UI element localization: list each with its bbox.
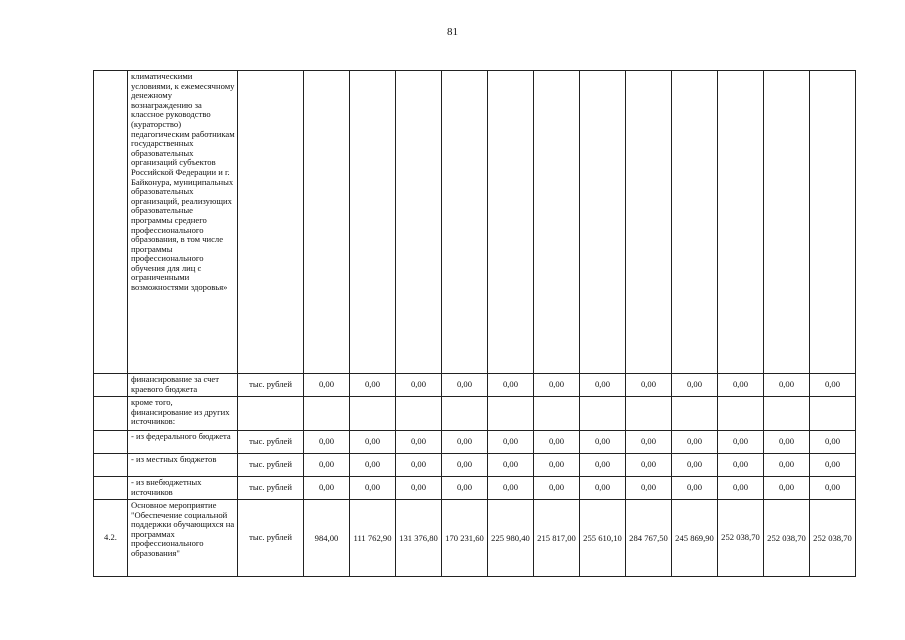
unit-cell: тыс. рублей [238, 477, 304, 500]
value-cell: 0,00 [442, 477, 488, 500]
value-cell: 245 869,90 [672, 500, 718, 577]
unit-cell: тыс. рублей [238, 431, 304, 454]
value-cell: 0,00 [764, 431, 810, 454]
value-cell: 0,00 [718, 374, 764, 397]
value-cell: 0,00 [442, 431, 488, 454]
row-description-cell: - из федерального бюджета [128, 431, 238, 454]
row-description-cell: - из внебюджетных источников [128, 477, 238, 500]
row-number-cell [94, 71, 128, 374]
value-cell [718, 397, 764, 431]
table-row [94, 374, 856, 397]
value-cell: 0,00 [442, 454, 488, 477]
unit-cell [238, 71, 304, 374]
value-cell [488, 397, 534, 431]
value-cell [304, 397, 350, 431]
value-cell: 0,00 [672, 431, 718, 454]
row-number-cell [94, 374, 128, 397]
table-row [94, 500, 856, 577]
value-cell: 0,00 [488, 374, 534, 397]
row-number-cell: 4.2. [94, 500, 128, 577]
row-description-cell: климатическими условиями, к ежемесячному денежному вознаграждению за классное руководство (кураторство) педагогическим работникам государственных образовательных организаций субъектов Российской Федерации и г. Байконура, муниципальных образовательных организаций, реализующих образовательные программы среднего профессионального образования, в том числе программы профессионального обучения для лиц с ограниченными возможностями здоровья» [128, 71, 238, 374]
value-cell: 0,00 [580, 477, 626, 500]
unit-cell: тыс. рублей [238, 374, 304, 397]
value-cell: 0,00 [626, 477, 672, 500]
value-cell: 0,00 [534, 477, 580, 500]
value-cell: 0,00 [764, 374, 810, 397]
value-cell: 0,00 [626, 374, 672, 397]
value-cell: 0,00 [534, 431, 580, 454]
value-cell: 170 231,60 [442, 500, 488, 577]
value-cell [396, 71, 442, 374]
value-cell: 0,00 [626, 454, 672, 477]
table-row [94, 397, 856, 431]
value-cell: 131 376,80 [396, 500, 442, 577]
value-cell [442, 71, 488, 374]
value-cell [442, 397, 488, 431]
value-cell [350, 397, 396, 431]
value-cell: 0,00 [672, 477, 718, 500]
value-cell: 0,00 [718, 431, 764, 454]
value-cell [718, 71, 764, 374]
unit-cell: тыс. рублей [238, 454, 304, 477]
value-cell [350, 71, 396, 374]
unit-cell [238, 397, 304, 431]
value-cell: 0,00 [580, 374, 626, 397]
value-cell: 0,00 [442, 374, 488, 397]
value-cell: 0,00 [350, 431, 396, 454]
value-cell: 284 767,50 [626, 500, 672, 577]
row-description-cell: - из местных бюджетов [128, 454, 238, 477]
value-cell: 225 980,40 [488, 500, 534, 577]
value-cell: 0,00 [396, 477, 442, 500]
value-cell: 0,00 [396, 454, 442, 477]
value-cell [672, 71, 718, 374]
row-number-cell [94, 431, 128, 454]
value-cell [580, 71, 626, 374]
value-cell [764, 71, 810, 374]
value-cell: 255 610,10 [580, 500, 626, 577]
value-cell [810, 397, 856, 431]
value-cell: 0,00 [350, 374, 396, 397]
value-cell: 0,00 [764, 454, 810, 477]
value-cell: 984,00 [304, 500, 350, 577]
value-cell [672, 397, 718, 431]
value-cell: 0,00 [488, 454, 534, 477]
value-cell: 0,00 [810, 374, 856, 397]
value-cell: 0,00 [534, 374, 580, 397]
value-cell: 0,00 [718, 454, 764, 477]
value-cell: 0,00 [350, 477, 396, 500]
value-cell [626, 397, 672, 431]
value-cell: 0,00 [304, 477, 350, 500]
value-cell: 252 038,70 [810, 500, 856, 577]
value-cell: 0,00 [396, 374, 442, 397]
value-cell: 111 762,90 [350, 500, 396, 577]
value-cell: 0,00 [304, 374, 350, 397]
row-description-cell: финансирование за счет краевого бюджета [128, 374, 238, 397]
table-row [94, 454, 856, 477]
value-cell: 0,00 [350, 454, 396, 477]
row-number-cell [94, 397, 128, 431]
value-cell [534, 397, 580, 431]
table-row [94, 431, 856, 454]
value-cell [534, 71, 580, 374]
value-cell: 0,00 [764, 477, 810, 500]
unit-cell: тыс. рублей [238, 500, 304, 577]
value-cell: 0,00 [304, 454, 350, 477]
value-cell [304, 71, 350, 374]
value-cell: 0,00 [672, 374, 718, 397]
row-description-cell: кроме того, финансирование из других источников: [128, 397, 238, 431]
value-cell [764, 397, 810, 431]
value-cell [580, 397, 626, 431]
value-cell: 215 817,00 [534, 500, 580, 577]
value-cell: 0,00 [672, 454, 718, 477]
value-cell: 0,00 [626, 431, 672, 454]
row-number-cell [94, 477, 128, 500]
page-number: 81 [447, 26, 458, 38]
budget-table [93, 70, 856, 577]
value-cell: 0,00 [810, 454, 856, 477]
value-cell: 0,00 [718, 477, 764, 500]
value-cell [810, 71, 856, 374]
table-row [94, 71, 856, 374]
value-cell: 0,00 [488, 477, 534, 500]
value-cell: 0,00 [580, 431, 626, 454]
value-cell: 252 038,70 [764, 500, 810, 577]
table-row [94, 477, 856, 500]
value-cell: 0,00 [396, 431, 442, 454]
value-cell [488, 71, 534, 374]
row-description-cell: Основное мероприятие "Обеспечение социальной поддержки обучающихся на программах профессионального образования" [128, 500, 238, 577]
value-cell: 0,00 [810, 431, 856, 454]
value-cell: 0,00 [304, 431, 350, 454]
value-cell: 0,00 [580, 454, 626, 477]
value-cell: 0,00 [488, 431, 534, 454]
value-cell [396, 397, 442, 431]
value-cell: 0,00 [534, 454, 580, 477]
value-cell [626, 71, 672, 374]
value-cell: 0,00 [810, 477, 856, 500]
value-cell: 252 038,70 [718, 500, 764, 577]
row-number-cell [94, 454, 128, 477]
